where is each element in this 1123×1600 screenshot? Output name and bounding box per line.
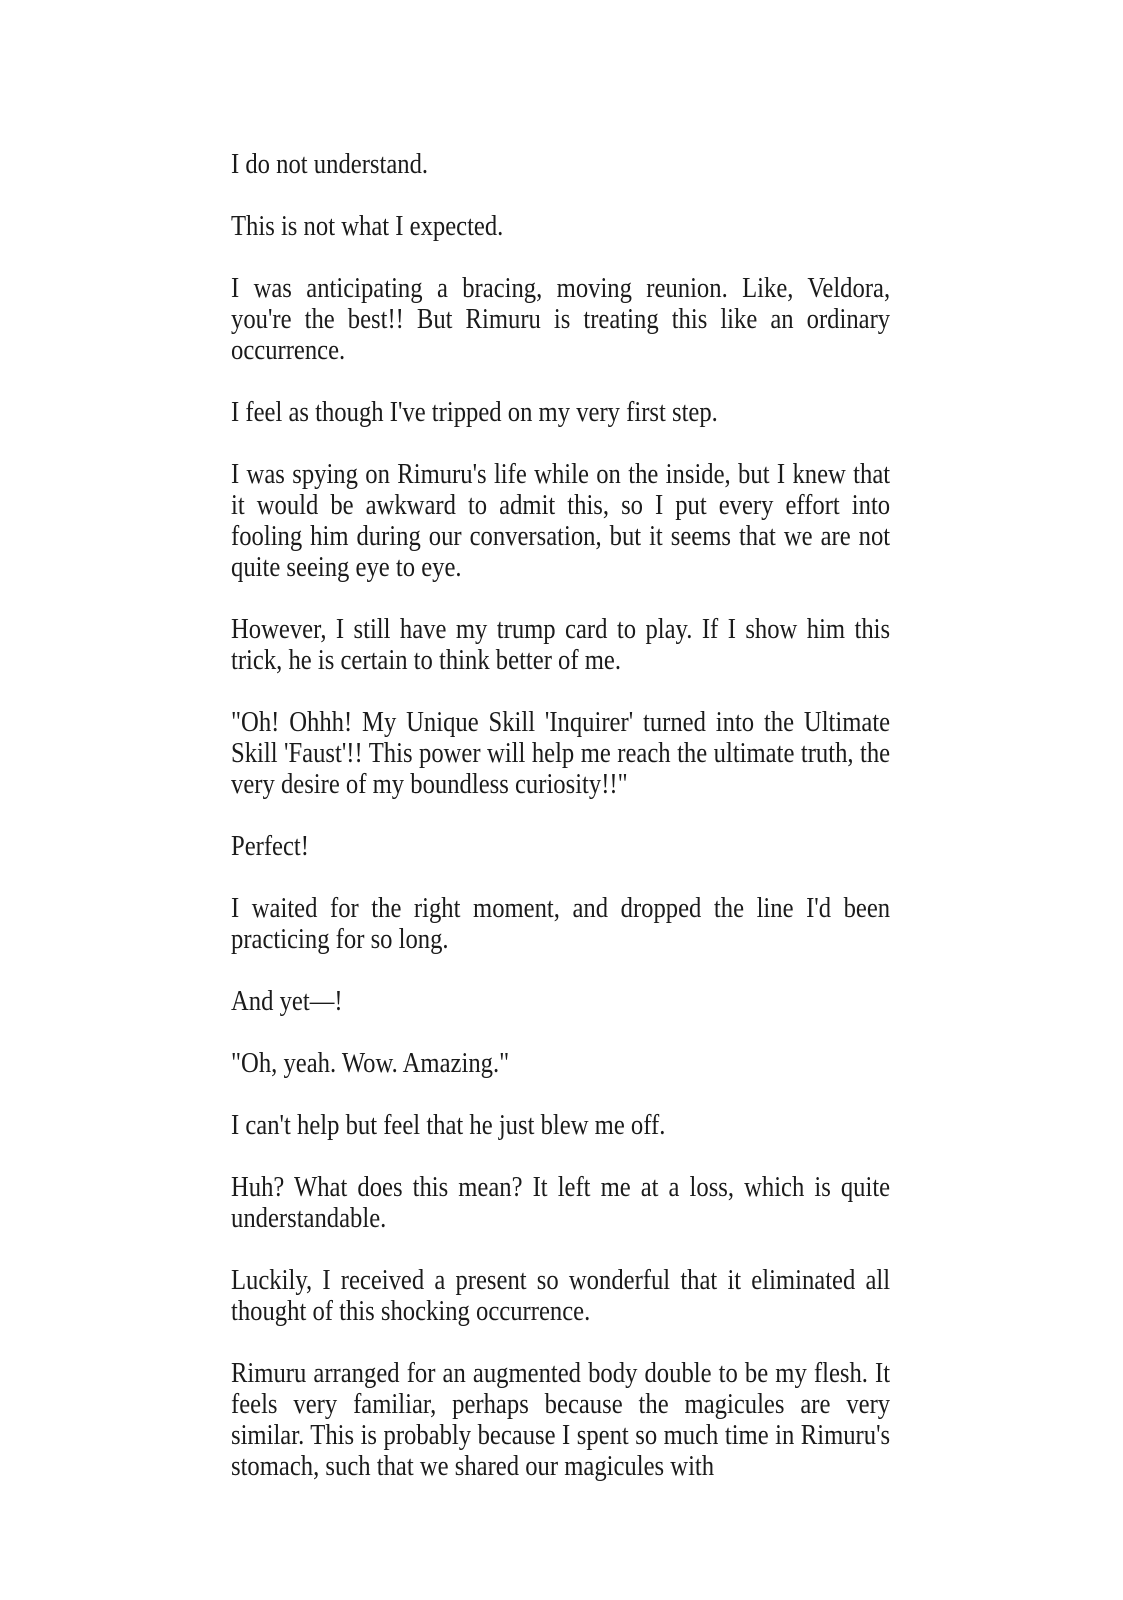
paragraph-12: I can't help but feel that he just blew me off. bbox=[231, 1110, 666, 1141]
paragraph-6: However, I still have my trump card to play. If I show him this trick, he is certain to think better of me. bbox=[231, 614, 891, 676]
paragraph-7: "Oh! Ohhh! My Unique Skill 'Inquirer' turned into the Ultimate Skill 'Faust'!! This power will help me reach the ultimate truth, the very desire of my boundless curiosity!!" bbox=[231, 707, 891, 800]
paragraph-8: Perfect! bbox=[231, 831, 309, 862]
paragraph-11: "Oh, yeah. Wow. Amazing." bbox=[231, 1048, 510, 1079]
paragraph-3: I was anticipating a bracing, moving reunion. Like, Veldora, you're the best!! But Rimuru is treating this like an ordinary occurrence. bbox=[231, 273, 891, 366]
paragraph-2: This is not what I expected. bbox=[231, 211, 504, 242]
paragraph-14: Luckily, I received a present so wonderful that it eliminated all thought of this shocking occurrence. bbox=[231, 1265, 891, 1327]
paragraph-10: And yet—! bbox=[231, 986, 343, 1017]
paragraph-9: I waited for the right moment, and dropped the line I'd been practicing for so long. bbox=[231, 893, 891, 955]
paragraph-15: Rimuru arranged for an augmented body double to be my flesh. It feels very familiar, perhaps because the magicules are very similar. This is probably because I spent so much time in Rimuru's stomach, such that we shared our magicules with bbox=[231, 1358, 891, 1482]
paragraph-5: I was spying on Rimuru's life while on the inside, but I knew that it would be awkward to admit this, so I put every effort into fooling him during our conversation, but it seems that we are not quite seeing eye to eye. bbox=[231, 459, 891, 583]
text-block bbox=[231, 149, 890, 1482]
paragraph-13: Huh? What does this mean? It left me at a loss, which is quite understandable. bbox=[231, 1172, 891, 1234]
paragraph-1: I do not understand. bbox=[231, 149, 429, 180]
paragraph-4: I feel as though I've tripped on my very first step. bbox=[231, 397, 718, 428]
